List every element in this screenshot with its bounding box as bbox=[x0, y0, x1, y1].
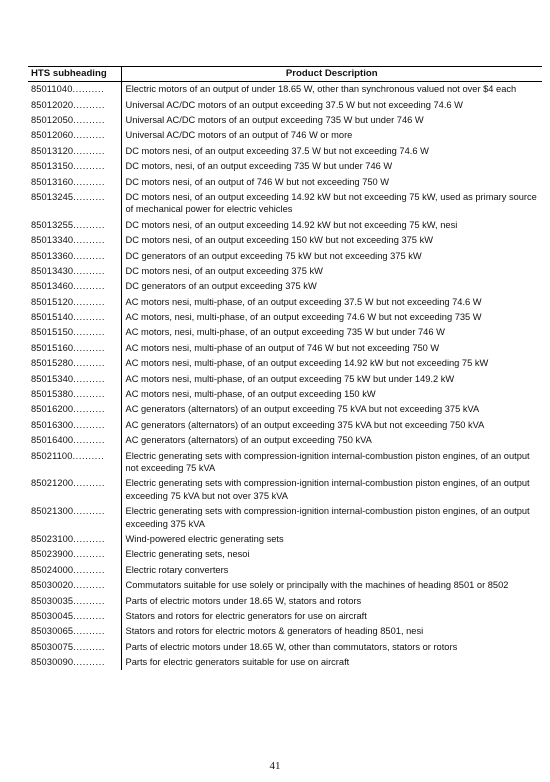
leader-dots: .......... bbox=[73, 373, 106, 384]
leader-dots: .......... bbox=[72, 84, 105, 95]
hts-code-cell bbox=[28, 532, 121, 547]
product-description: DC motors nesi, of an output exceeding 37.5 W but not exceeding 74.6 W bbox=[125, 145, 429, 156]
product-description: AC motors nesi, multi-phase, of an output exceeding 75 kW but under 149.2 kW bbox=[125, 373, 455, 384]
product-description: Electric generating sets with compression-ignition internal-combustion piston engines, of an output not exceeding 75 kVA bbox=[125, 450, 530, 473]
table-row bbox=[28, 248, 542, 263]
page-number: 41 bbox=[269, 760, 281, 772]
hts-code-cell bbox=[28, 248, 121, 263]
hts-code: 85013430 bbox=[31, 265, 74, 276]
hts-code: 85013340 bbox=[31, 235, 74, 246]
product-description: DC generators of an output exceeding 75 kW but not exceeding 375 kW bbox=[125, 250, 422, 261]
leader-dots: .......... bbox=[73, 296, 106, 307]
hts-code-cell bbox=[28, 128, 121, 143]
product-description: AC generators (alternators) of an output exceeding 75 kVA but not exceeding 375 kVA bbox=[125, 404, 480, 415]
hts-code: 85015380 bbox=[31, 389, 74, 400]
hts-code: 85015340 bbox=[31, 373, 74, 384]
hts-code-cell bbox=[28, 159, 121, 174]
leader-dots: .......... bbox=[73, 657, 106, 668]
hts-code-cell bbox=[28, 218, 121, 233]
table-row bbox=[28, 310, 542, 325]
leader-dots: .......... bbox=[73, 250, 106, 261]
hts-code: 85016400 bbox=[31, 435, 74, 446]
hts-code-cell bbox=[28, 563, 121, 578]
table-row bbox=[28, 97, 542, 112]
document-page bbox=[28, 66, 542, 670]
leader-dots: .......... bbox=[73, 435, 106, 446]
product-description: AC motors nesi, multi-phase, of an output exceeding 150 kW bbox=[125, 389, 376, 400]
product-description: Stators and rotors for electric generators for use on aircraft bbox=[125, 610, 367, 621]
product-description: AC motors nesi, multi-phase, of an output exceeding 37.5 W but not exceeding 74.6 W bbox=[125, 296, 482, 307]
hts-code: 85030065 bbox=[31, 626, 74, 637]
hts-code-cell bbox=[28, 371, 121, 386]
leader-dots: .......... bbox=[73, 580, 106, 591]
table-header-row bbox=[28, 67, 542, 82]
product-description-header: Product Description bbox=[121, 67, 542, 82]
hts-code: 85030020 bbox=[31, 580, 74, 591]
table-row bbox=[28, 640, 542, 655]
product-description: AC generators (alternators) of an output exceeding 375 kVA but not exceeding 750 kVA bbox=[125, 419, 485, 430]
table-row bbox=[28, 609, 542, 624]
table-row bbox=[28, 655, 542, 670]
hts-code: 85012060 bbox=[31, 130, 74, 141]
table-row bbox=[28, 593, 542, 608]
leader-dots: .......... bbox=[73, 145, 106, 156]
product-description: DC motors nesi, of an output exceeding 150 kW but not exceeding 375 kW bbox=[125, 235, 433, 246]
table-row bbox=[28, 174, 542, 189]
hts-code: 85013160 bbox=[31, 176, 74, 187]
hts-code: 85021100 bbox=[31, 450, 73, 461]
product-description: DC motors nesi, of an output exceeding 14.92 kW but not exceeding 75 kW, used as primary source of mechanical power for electric vehicles bbox=[125, 191, 537, 215]
hts-code-cell bbox=[28, 547, 121, 562]
table-body bbox=[28, 82, 542, 671]
hts-code: 85023900 bbox=[31, 549, 74, 560]
hts-code: 85023100 bbox=[31, 533, 74, 544]
table-row bbox=[28, 325, 542, 340]
table-row bbox=[28, 387, 542, 402]
leader-dots: .......... bbox=[73, 641, 106, 652]
hts-code: 85015280 bbox=[31, 358, 74, 369]
product-description: Parts of electric motors under 18.65 W, stators and rotors bbox=[125, 595, 362, 606]
table-row bbox=[28, 433, 542, 448]
table-row bbox=[28, 159, 542, 174]
leader-dots: .......... bbox=[73, 327, 106, 338]
leader-dots: .......... bbox=[73, 235, 106, 246]
leader-dots: .......... bbox=[73, 191, 106, 202]
hts-code-cell bbox=[28, 640, 121, 655]
hts-code-cell bbox=[28, 174, 121, 189]
hts-code: 85016300 bbox=[31, 419, 74, 430]
hts-code-cell bbox=[28, 655, 121, 670]
hts-code-cell bbox=[28, 448, 121, 476]
product-description: Parts of electric motors under 18.65 W, other than commutators, stators or rotors bbox=[125, 641, 458, 652]
leader-dots: .......... bbox=[73, 419, 106, 430]
leader-dots: .......... bbox=[73, 281, 106, 292]
table-row bbox=[28, 144, 542, 159]
product-description: DC generators of an output exceeding 375 kW bbox=[125, 281, 317, 292]
table-row bbox=[28, 371, 542, 386]
leader-dots: .......... bbox=[73, 389, 106, 400]
table-row bbox=[28, 82, 542, 98]
table-row bbox=[28, 264, 542, 279]
leader-dots: .......... bbox=[72, 450, 105, 461]
product-description: AC motors, nesi, multi-phase, of an output exceeding 735 W but under 746 W bbox=[125, 327, 445, 338]
table-row bbox=[28, 341, 542, 356]
hts-code-cell bbox=[28, 113, 121, 128]
leader-dots: .......... bbox=[73, 506, 106, 517]
hts-code-cell bbox=[28, 279, 121, 294]
hts-code: 85012050 bbox=[31, 114, 74, 125]
hts-code: 85030090 bbox=[31, 657, 74, 668]
leader-dots: .......... bbox=[73, 549, 106, 560]
hts-code: 85030035 bbox=[31, 595, 74, 606]
hts-code-cell bbox=[28, 418, 121, 433]
table-row bbox=[28, 418, 542, 433]
product-description: Electric rotary converters bbox=[125, 564, 229, 575]
table-row bbox=[28, 504, 542, 532]
hts-code-cell bbox=[28, 310, 121, 325]
product-description: Universal AC/DC motors of an output exceeding 37.5 W but not exceeding 74.6 W bbox=[125, 99, 463, 110]
hts-code: 85013460 bbox=[31, 281, 74, 292]
leader-dots: .......... bbox=[73, 478, 106, 489]
product-description: Wind-powered electric generating sets bbox=[125, 533, 284, 544]
leader-dots: .......... bbox=[73, 265, 106, 276]
hts-code-cell bbox=[28, 341, 121, 356]
table-row bbox=[28, 532, 542, 547]
product-description: AC generators (alternators) of an output exceeding 750 kVA bbox=[125, 435, 372, 446]
product-description: Universal AC/DC motors of an output exceeding 735 W but under 746 W bbox=[125, 114, 424, 125]
hts-code: 85021300 bbox=[31, 506, 74, 517]
hts-code: 85015160 bbox=[31, 342, 74, 353]
product-description: Stators and rotors for electric motors & generators of heading 8501, nesi bbox=[125, 626, 424, 637]
hts-code-cell bbox=[28, 593, 121, 608]
hts-code-cell bbox=[28, 609, 121, 624]
product-description: Electric generating sets with compression-ignition internal-combustion piston engines, of an output exceeding 375 kVA bbox=[125, 506, 530, 529]
table-row bbox=[28, 563, 542, 578]
table-row bbox=[28, 356, 542, 371]
hts-code: 85012020 bbox=[31, 99, 74, 110]
table-row bbox=[28, 578, 542, 593]
leader-dots: .......... bbox=[73, 610, 106, 621]
leader-dots: .......... bbox=[73, 219, 106, 230]
product-description: AC motors nesi, multi-phase of an output of 746 W but not exceeding 750 W bbox=[125, 342, 440, 353]
leader-dots: .......... bbox=[73, 404, 106, 415]
product-description: DC motors nesi, of an output of 746 W but not exceeding 750 W bbox=[125, 176, 390, 187]
hts-code: 85015150 bbox=[31, 327, 74, 338]
hts-code: 85013120 bbox=[31, 145, 74, 156]
product-description: DC motors nesi, of an output exceeding 14.92 kW but not exceeding 75 kW, nesi bbox=[125, 219, 458, 230]
hts-table bbox=[28, 66, 542, 670]
table-row bbox=[28, 233, 542, 248]
product-description: Parts for electric generators suitable for use on aircraft bbox=[125, 657, 350, 668]
table-row bbox=[28, 128, 542, 143]
table-row bbox=[28, 547, 542, 562]
hts-code-cell bbox=[28, 97, 121, 112]
hts-code-cell bbox=[28, 402, 121, 417]
product-description: DC motors, nesi, of an output exceeding 735 W but under 746 W bbox=[125, 161, 393, 172]
hts-code-cell bbox=[28, 433, 121, 448]
table-row bbox=[28, 448, 542, 476]
leader-dots: .......... bbox=[73, 99, 106, 110]
hts-code-cell bbox=[28, 264, 121, 279]
table-row bbox=[28, 624, 542, 639]
hts-code-cell bbox=[28, 578, 121, 593]
hts-code-cell bbox=[28, 504, 121, 532]
product-description: Electric generating sets with compression-ignition internal-combustion piston engines, of an output exceeding 75 kVA but not over 375 kVA bbox=[125, 478, 530, 501]
hts-code-cell bbox=[28, 356, 121, 371]
hts-code: 85013245 bbox=[31, 191, 74, 202]
hts-code: 85013255 bbox=[31, 219, 74, 230]
hts-code: 85021200 bbox=[31, 478, 74, 489]
hts-code-cell bbox=[28, 144, 121, 159]
hts-code: 85024000 bbox=[31, 564, 74, 575]
hts-code-cell bbox=[28, 476, 121, 504]
leader-dots: .......... bbox=[73, 114, 106, 125]
leader-dots: .......... bbox=[73, 176, 106, 187]
table-row bbox=[28, 402, 542, 417]
hts-code-cell bbox=[28, 325, 121, 340]
hts-code-cell bbox=[28, 190, 121, 218]
hts-code: 85030045 bbox=[31, 610, 74, 621]
product-description: Electric motors of an output of under 18.65 W, other than synchronous valued not over $4 each bbox=[125, 84, 517, 95]
hts-code-cell bbox=[28, 624, 121, 639]
hts-code: 85013360 bbox=[31, 250, 74, 261]
table-row bbox=[28, 476, 542, 504]
product-description: Electric generating sets, nesoi bbox=[125, 549, 250, 560]
hts-code-cell bbox=[28, 233, 121, 248]
hts-code: 85011040 bbox=[31, 84, 73, 95]
product-description: AC motors, nesi, multi-phase, of an output exceeding 74.6 W but not exceeding 735 W bbox=[125, 312, 482, 323]
leader-dots: .......... bbox=[73, 358, 106, 369]
leader-dots: .......... bbox=[73, 161, 106, 172]
table-row bbox=[28, 190, 542, 218]
table-row bbox=[28, 279, 542, 294]
product-description: Universal AC/DC motors of an output of 746 W or more bbox=[125, 130, 353, 141]
hts-code: 85016200 bbox=[31, 404, 74, 415]
hts-code: 85015120 bbox=[31, 296, 74, 307]
product-description: AC motors nesi, multi-phase, of an output exceeding 14.92 kW but not exceeding 75 kW bbox=[125, 358, 489, 369]
hts-subheading-header: HTS subheading bbox=[28, 67, 121, 82]
hts-code-cell bbox=[28, 387, 121, 402]
product-description: Commutators suitable for use solely or principally with the machines of heading 8501 or 8502 bbox=[125, 580, 509, 591]
leader-dots: .......... bbox=[73, 312, 106, 323]
leader-dots: .......... bbox=[73, 595, 106, 606]
hts-code-cell bbox=[28, 294, 121, 309]
hts-code: 85013150 bbox=[31, 161, 74, 172]
product-description: DC motors nesi, of an output exceeding 375 kW bbox=[125, 265, 323, 276]
leader-dots: .......... bbox=[73, 564, 106, 575]
table-row bbox=[28, 113, 542, 128]
leader-dots: .......... bbox=[73, 130, 106, 141]
leader-dots: .......... bbox=[73, 533, 106, 544]
table-row bbox=[28, 218, 542, 233]
hts-code: 85015140 bbox=[31, 312, 74, 323]
hts-code: 85030075 bbox=[31, 641, 74, 652]
leader-dots: .......... bbox=[73, 626, 106, 637]
leader-dots: .......... bbox=[73, 342, 106, 353]
hts-code-cell bbox=[28, 82, 121, 98]
table-row bbox=[28, 294, 542, 309]
